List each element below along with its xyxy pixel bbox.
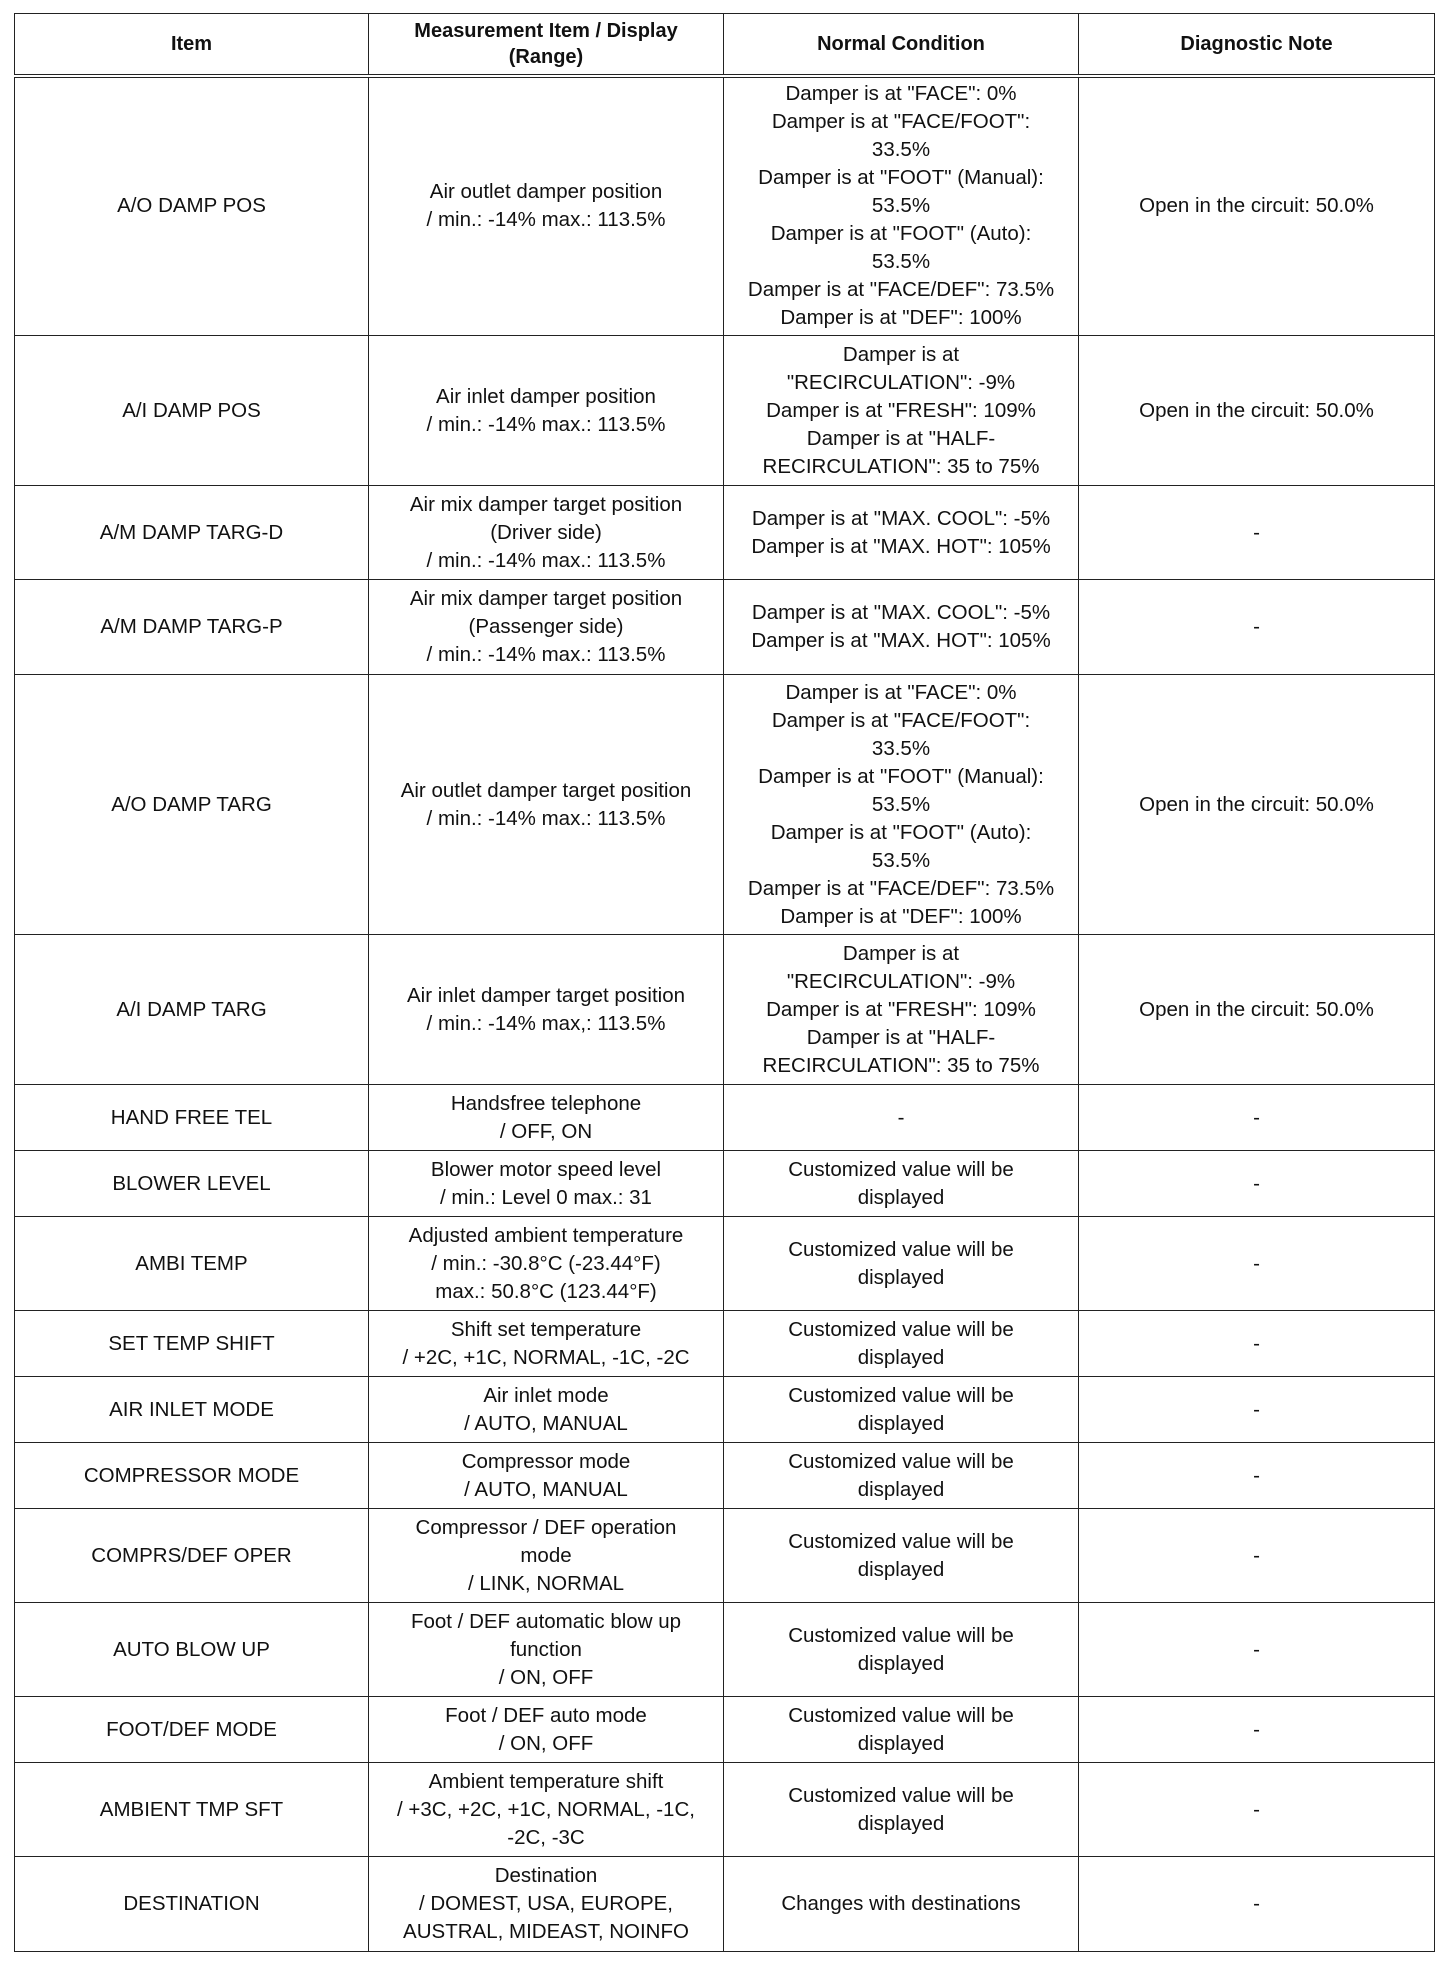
- table-row-blower-level: [15, 1151, 1435, 1217]
- measurement-cell-line: (Passenger side): [468, 615, 624, 638]
- item-cell: A/O DAMP POS: [15, 76, 369, 336]
- item-cell: A/M DAMP TARG-P: [15, 580, 369, 675]
- normal-condition-cell: [724, 486, 1079, 580]
- diagnostic-note-cell: -: [1079, 1151, 1435, 1217]
- normal-condition-cell-line: Customized value will be: [788, 1449, 1014, 1473]
- measurement-cell-line: Air outlet damper position: [429, 180, 663, 204]
- table-row-a-m-damp-targ-d: [15, 486, 1435, 580]
- normal-condition-cell: [724, 675, 1079, 935]
- normal-condition-cell-line: Damper is at "FACE": 0%: [785, 82, 1017, 106]
- table-row-foot-def-mode: [15, 1697, 1435, 1763]
- table-row-set-temp-shift: [15, 1311, 1435, 1377]
- item-cell: A/I DAMP POS: [15, 336, 369, 486]
- normal-condition-cell-line: Damper is at "FOOT" (Manual):: [758, 764, 1044, 788]
- table-header-row: [15, 14, 1435, 76]
- measurement-cell-line: / AUTO, MANUAL: [464, 1411, 628, 1435]
- item-cell: A/I DAMP TARG: [15, 935, 369, 1085]
- normal-condition-cell-line: Damper is at "FOOT" (Manual):: [758, 166, 1044, 190]
- header-normal-condition-line: Normal Condition: [817, 32, 985, 55]
- table-row-comprs-def-oper: [15, 1509, 1435, 1603]
- normal-condition-cell: [724, 1311, 1079, 1377]
- measurement-cell: [369, 1603, 724, 1697]
- normal-condition-cell-line: 53.5%: [871, 792, 931, 816]
- diagnostic-note-cell: -: [1079, 1217, 1435, 1311]
- measurement-cell-line: / LINK, NORMAL: [467, 1571, 625, 1595]
- normal-condition-cell-line: displayed: [857, 1811, 945, 1835]
- diagnostic-note-cell: -: [1079, 1697, 1435, 1763]
- normal-condition-cell: [724, 1857, 1079, 1952]
- measurement-cell-line: Blower motor speed level: [430, 1157, 662, 1181]
- table-row-a-o-damp-targ: [15, 675, 1435, 935]
- normal-condition-cell-line: Damper is at "FRESH": 109%: [766, 398, 1036, 422]
- measurement-cell-line: / ON, OFF: [498, 1731, 594, 1755]
- table-row-destination: [15, 1857, 1435, 1952]
- measurement-cell-line: Air inlet damper target position: [406, 983, 686, 1007]
- normal-condition-cell: [724, 1217, 1079, 1311]
- table-row-auto-blow-up: [15, 1603, 1435, 1697]
- diagnostic-note-cell: -: [1079, 580, 1435, 675]
- normal-condition-cell: [724, 1151, 1079, 1217]
- normal-condition-cell-line: displayed: [857, 1411, 945, 1435]
- normal-condition-cell-line: Damper is at "FRESH": 109%: [766, 997, 1036, 1021]
- normal-condition-cell-line: 53.5%: [871, 848, 931, 872]
- normal-condition-cell-line: Customized value will be: [788, 1529, 1014, 1553]
- header-measurement-line: (Range): [508, 45, 584, 68]
- measurement-cell-line: (Driver side): [490, 520, 602, 544]
- measurement-cell: [369, 675, 724, 935]
- measurement-cell: [369, 76, 724, 336]
- measurement-cell-line: Handsfree telephone: [450, 1091, 642, 1115]
- header-measurement-line: Measurement Item / Display: [414, 19, 678, 42]
- normal-condition-cell-line: displayed: [857, 1477, 945, 1501]
- measurement-cell-line: / min.: -14% max.: 113.5%: [426, 548, 666, 572]
- measurement-cell-line: -2C, -3C: [507, 1825, 585, 1849]
- measurement-cell-line: Air inlet mode: [483, 1383, 609, 1407]
- measurement-cell: [369, 935, 724, 1085]
- normal-condition-cell: [724, 935, 1079, 1085]
- normal-condition-cell-line: "RECIRCULATION": -9%: [786, 370, 1016, 394]
- measurement-cell-line: Ambient temperature shift: [428, 1769, 664, 1793]
- measurement-cell: [369, 1151, 724, 1217]
- normal-condition-cell-line: 33.5%: [871, 138, 931, 162]
- measurement-cell: [369, 336, 724, 486]
- normal-condition-cell: [724, 1085, 1079, 1151]
- normal-condition-cell-line: Customized value will be: [788, 1623, 1014, 1647]
- normal-condition-cell-line: Damper is at "HALF-: [806, 426, 996, 450]
- item-cell: HAND FREE TEL: [15, 1085, 369, 1151]
- normal-condition-cell-line: 53.5%: [871, 250, 931, 274]
- diagnostic-note-cell: -: [1079, 1377, 1435, 1443]
- normal-condition-cell-line: 33.5%: [871, 736, 931, 760]
- normal-condition-cell-line: Damper is at "HALF-: [806, 1025, 996, 1049]
- measurement-cell-line: Foot / DEF automatic blow up: [410, 1609, 682, 1633]
- diagnostic-note-cell: -: [1079, 486, 1435, 580]
- measurement-cell-line: Compressor / DEF operation: [415, 1515, 677, 1539]
- diagnostic-note-cell: -: [1079, 1857, 1435, 1952]
- normal-condition-cell-line: displayed: [857, 1557, 945, 1581]
- measurement-cell-line: / AUTO, MANUAL: [464, 1477, 628, 1501]
- item-cell: AUTO BLOW UP: [15, 1603, 369, 1697]
- normal-condition-cell-line: Customized value will be: [788, 1237, 1014, 1261]
- measurement-cell-line: Air mix damper target position: [409, 492, 683, 516]
- measurement-cell-line: / +3C, +2C, +1C, NORMAL, -1C,: [397, 1797, 695, 1821]
- normal-condition-cell-line: Changes with destinations: [781, 1892, 1021, 1915]
- normal-condition-cell-line: Damper is at "FOOT" (Auto):: [770, 222, 1032, 246]
- diagnostic-note-cell: -: [1079, 1509, 1435, 1603]
- diagnostic-note-cell: -: [1079, 1603, 1435, 1697]
- measurement-cell-line: / min.: -30.8°C (-23.44°F): [431, 1251, 661, 1275]
- item-cell: AMBI TEMP: [15, 1217, 369, 1311]
- measurement-cell-line: Compressor mode: [461, 1449, 631, 1473]
- measurement-cell-line: / min.: -14% max.: 113.5%: [426, 412, 666, 436]
- table-row-ambient-tmp-sft: [15, 1763, 1435, 1857]
- table-row-compressor-mode: [15, 1443, 1435, 1509]
- normal-condition-cell-line: Customized value will be: [788, 1703, 1014, 1727]
- measurement-cell-line: / min.: Level 0 max.: 31: [440, 1185, 652, 1209]
- item-cell: BLOWER LEVEL: [15, 1151, 369, 1217]
- measurement-cell-line: / ON, OFF: [498, 1665, 594, 1689]
- normal-condition-cell-line: Damper is at "FOOT" (Auto):: [770, 820, 1032, 844]
- normal-condition-cell-line: RECIRCULATION": 35 to 75%: [762, 1053, 1040, 1077]
- measurement-cell: [369, 1763, 724, 1857]
- normal-condition-cell-line: displayed: [857, 1265, 945, 1289]
- table-row-air-inlet-mode: [15, 1377, 1435, 1443]
- normal-condition-cell-line: Damper is at: [842, 342, 960, 366]
- diagnostic-note-cell: -: [1079, 1311, 1435, 1377]
- measurement-cell-line: / OFF, ON: [499, 1119, 593, 1143]
- measurement-cell-line: function: [510, 1637, 582, 1661]
- normal-condition-cell-line: Damper is at "MAX. COOL": -5%: [751, 506, 1051, 530]
- normal-condition-cell: [724, 1697, 1079, 1763]
- measurement-cell-line: / DOMEST, USA, EUROPE,: [418, 1892, 674, 1915]
- diagnostic-note-cell: -: [1079, 1763, 1435, 1857]
- table-row-a-i-damp-pos: [15, 336, 1435, 486]
- item-cell: SET TEMP SHIFT: [15, 1311, 369, 1377]
- measurement-cell-line: Air outlet damper target position: [400, 778, 692, 802]
- measurement-cell-line: Foot / DEF auto mode: [445, 1703, 647, 1727]
- normal-condition-cell-line: Damper is at "FACE/FOOT":: [771, 708, 1031, 732]
- measurement-cell: [369, 1217, 724, 1311]
- item-cell: COMPRESSOR MODE: [15, 1443, 369, 1509]
- normal-condition-cell: [724, 1603, 1079, 1697]
- normal-condition-cell-line: displayed: [857, 1651, 945, 1675]
- measurement-cell-line: mode: [520, 1543, 572, 1567]
- normal-condition-cell-line: Damper is at: [842, 941, 960, 965]
- measurement-cell-line: / min.: -14% max,: 113.5%: [426, 1011, 666, 1035]
- normal-condition-cell: [724, 1443, 1079, 1509]
- item-cell: A/M DAMP TARG-D: [15, 486, 369, 580]
- normal-condition-cell-line: 53.5%: [871, 194, 931, 218]
- header-normal-condition: [724, 14, 1079, 76]
- header-item-line: Item: [170, 32, 213, 55]
- normal-condition-cell-line: RECIRCULATION": 35 to 75%: [762, 454, 1040, 478]
- item-cell: DESTINATION: [15, 1857, 369, 1952]
- normal-condition-cell-line: Customized value will be: [788, 1157, 1014, 1181]
- table-body: [15, 76, 1435, 1952]
- measurement-cell-line: Air mix damper target position: [409, 587, 683, 610]
- measurement-cell: [369, 1311, 724, 1377]
- measurement-cell: [369, 1857, 724, 1952]
- item-cell: FOOT/DEF MODE: [15, 1697, 369, 1763]
- normal-condition-cell-line: Damper is at "FACE/FOOT":: [771, 110, 1031, 134]
- normal-condition-cell: [724, 1763, 1079, 1857]
- measurement-cell-line: Air inlet damper position: [436, 384, 656, 408]
- diagnostic-note-cell: Open in the circuit: 50.0%: [1079, 336, 1435, 486]
- normal-condition-cell-line: Damper is at "MAX. HOT": 105%: [751, 629, 1051, 652]
- measurement-cell-line: Destination: [494, 1864, 598, 1887]
- normal-condition-cell-line: displayed: [857, 1185, 945, 1209]
- normal-condition-cell-line: "RECIRCULATION": -9%: [786, 969, 1016, 993]
- normal-condition-cell-line: Customized value will be: [788, 1317, 1014, 1341]
- normal-condition-cell-line: Damper is at "FACE": 0%: [785, 680, 1017, 704]
- item-cell: AMBIENT TMP SFT: [15, 1763, 369, 1857]
- measurement-cell-line: / min.: -14% max.: 113.5%: [426, 806, 666, 830]
- table-row-a-m-damp-targ-p: [15, 580, 1435, 675]
- measurement-cell-line: / min.: -14% max.: 113.5%: [426, 208, 666, 232]
- measurement-cell: [369, 486, 724, 580]
- diagnostic-note-cell: Open in the circuit: 50.0%: [1079, 675, 1435, 935]
- table-row-ambi-temp: [15, 1217, 1435, 1311]
- data-monitor-table: [14, 13, 1435, 1952]
- measurement-cell: [369, 1509, 724, 1603]
- normal-condition-cell: [724, 336, 1079, 486]
- table-row-hand-free-tel: [15, 1085, 1435, 1151]
- normal-condition-cell-line: Damper is at "DEF": 100%: [780, 306, 1022, 330]
- header-item: [15, 14, 369, 76]
- measurement-cell-line: Shift set temperature: [450, 1317, 642, 1341]
- diagnostic-note-cell: -: [1079, 1085, 1435, 1151]
- normal-condition-cell: [724, 1377, 1079, 1443]
- measurement-cell-line: / min.: -14% max.: 113.5%: [426, 643, 666, 666]
- header-diagnostic-note: [1079, 14, 1435, 76]
- measurement-cell: [369, 1085, 724, 1151]
- normal-condition-cell-line: Damper is at "FACE/DEF": 73.5%: [747, 278, 1055, 302]
- normal-condition-cell-line: Damper is at "DEF": 100%: [780, 904, 1022, 928]
- measurement-cell-line: / +2C, +1C, NORMAL, -1C, -2C: [402, 1345, 690, 1369]
- normal-condition-cell: [724, 1509, 1079, 1603]
- data-monitor-sheet: [14, 13, 1435, 1952]
- normal-condition-cell-line: -: [897, 1105, 905, 1129]
- measurement-cell: [369, 1697, 724, 1763]
- normal-condition-cell-line: Customized value will be: [788, 1783, 1014, 1807]
- table-row-a-i-damp-targ: [15, 935, 1435, 1085]
- item-cell: A/O DAMP TARG: [15, 675, 369, 935]
- measurement-cell: [369, 1377, 724, 1443]
- measurement-cell-line: AUSTRAL, MIDEAST, NOINFO: [403, 1920, 689, 1943]
- measurement-cell-line: max.: 50.8°C (123.44°F): [435, 1279, 657, 1303]
- header-diagnostic-note-line: Diagnostic Note: [1180, 32, 1333, 55]
- normal-condition-cell-line: Damper is at "MAX. HOT": 105%: [751, 534, 1051, 558]
- measurement-cell-line: Adjusted ambient temperature: [408, 1223, 684, 1247]
- normal-condition-cell-line: displayed: [857, 1731, 945, 1755]
- item-cell: AIR INLET MODE: [15, 1377, 369, 1443]
- item-cell: COMPRS/DEF OPER: [15, 1509, 369, 1603]
- table-row-a-o-damp-pos: [15, 76, 1435, 336]
- normal-condition-cell-line: displayed: [857, 1345, 945, 1369]
- diagnostic-note-cell: -: [1079, 1443, 1435, 1509]
- normal-condition-cell-line: Damper is at "MAX. COOL": -5%: [751, 601, 1051, 624]
- measurement-cell: [369, 580, 724, 675]
- normal-condition-cell: [724, 580, 1079, 675]
- header-measurement: [369, 14, 724, 76]
- diagnostic-note-cell: Open in the circuit: 50.0%: [1079, 935, 1435, 1085]
- diagnostic-note-cell: Open in the circuit: 50.0%: [1079, 76, 1435, 336]
- measurement-cell: [369, 1443, 724, 1509]
- normal-condition-cell-line: Customized value will be: [788, 1383, 1014, 1407]
- normal-condition-cell-line: Damper is at "FACE/DEF": 73.5%: [747, 876, 1055, 900]
- normal-condition-cell: [724, 76, 1079, 336]
